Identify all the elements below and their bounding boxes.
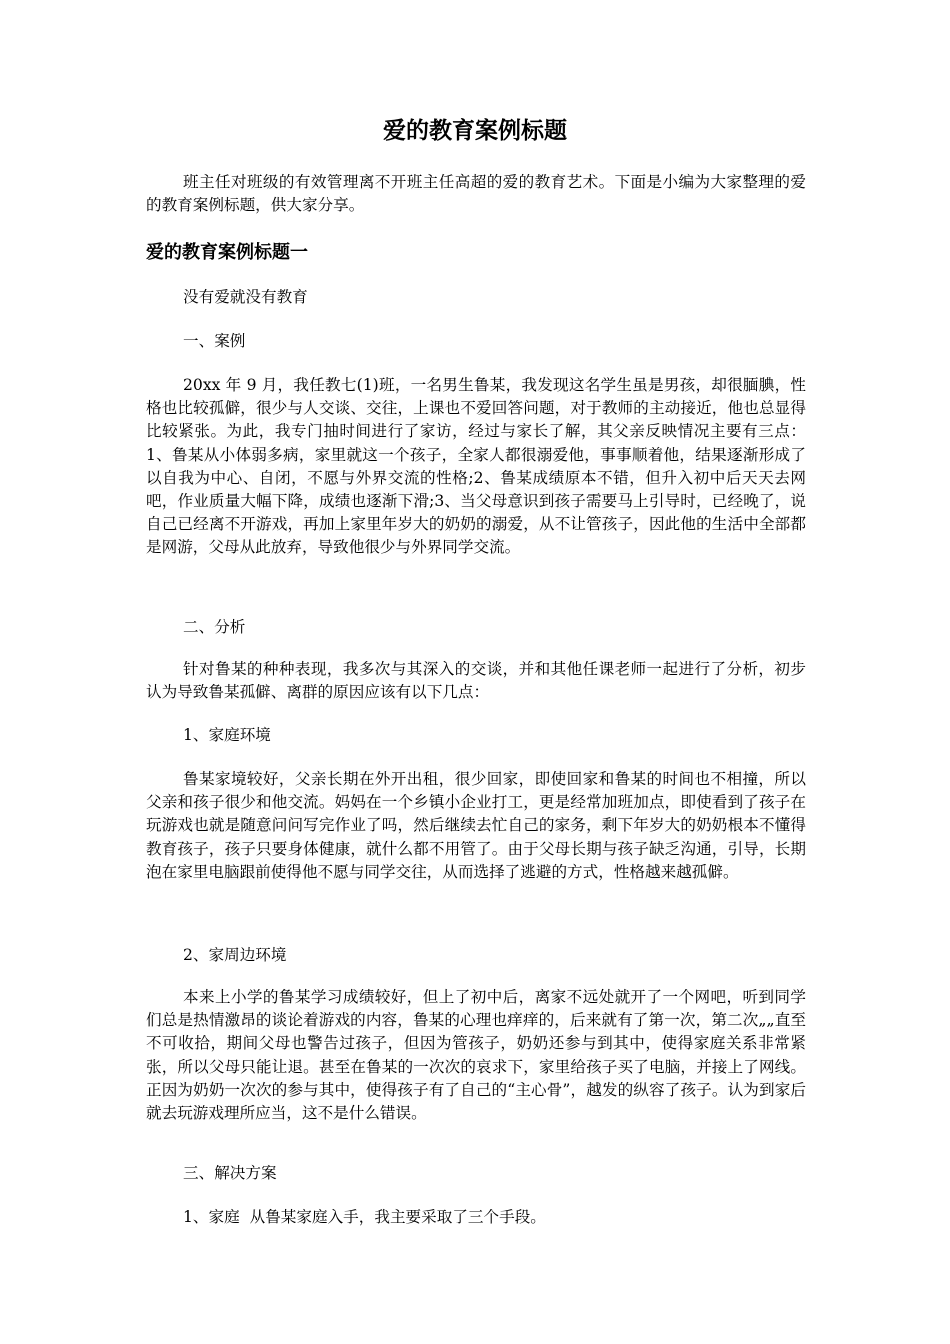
sub2-label: 2、家周边环境 <box>183 946 287 964</box>
sub2-paragraph: 本来上小学的鲁某学习成绩较好，但上了初中后，离家不远处就开了一个网吧，听到同学们总是热情激昂的谈论着游戏的内容，鲁某的心理也痒痒的，后来就有了第一次，第二次„„直至不可收拾，期间父母也警告过孩子，但因为管孩子，奶奶还参与到其中，使得家庭关系非常紧张，所以父母只能让退。甚至在鲁某的一次次的哀求下，家里给孩子买了电脑，并接上了网线。正因为奶奶一次次的参与其中，使得孩子有了自己的“主心骨”，越发的纵容了孩子。认为到家后就去玩游戏理所应当，这不是什么错误。 <box>146 988 806 1123</box>
subtitle: 没有爱就没有教育 <box>183 288 308 306</box>
sub1-paragraph: 鲁某家境较好，父亲长期在外开出租，很少回家，即使回家和鲁某的时间也不相撞，所以父亲和孩子很少和他交流。妈妈在一个乡镇小企业打工，更是经常加班加点，即使看到了孩子在玩游戏也就是随意问问写完作业了吗，然后继续去忙自己的家务，剩下年岁大的奶奶根本不懂得教育孩子，孩子只要身体健康，就什么都不用管了。由于父母长期与孩子缺乏沟通，引导，长期泡在家里电脑跟前使得他不愿与同学交往，从而选择了逃避的方式，性格越来越孤僻。 <box>146 770 806 881</box>
part1-paragraph: 20xx 年 9 月，我任教七(1)班，一名男生鲁某，我发现这名学生虽是男孩，却很腼腆，性格也比较孤僻，很少与人交谈、交往，上课也不爱回答问题，对于教师的主动接近，他也总显得比较紧张。为此，我专门抽时间进行了家访，经过与家长了解，其父亲反映情况主要有三点：1、鲁某从小体弱多病，家里就这一个孩子，全家人都很溺爱他，事事顺着他，结果逐渐形成了以自我为中心、自闭，不愿与外界交流的性格;2、鲁某成绩原本不错，但升入初中后天天去网吧，作业质量大幅下降，成绩也逐渐下滑;3、当父母意识到孩子需要马上引导时，已经晚了，说自己已经离不开游戏，再加上家里年岁大的奶奶的溺爱，从不让管孩子，因此他的生活中全部都是网游，父母从此放弃，导致他很少与外界同学交流。 <box>146 376 806 557</box>
part2-label: 二、分析 <box>183 618 246 636</box>
part1-label: 一、案例 <box>183 332 246 350</box>
part2-paragraph: 针对鲁某的种种表现，我多次与其深入的交谈，并和其他任课老师一起进行了分析，初步认为导致鲁某孤僻、离群的原因应该有以下几点： <box>146 660 806 702</box>
part3-item1: 1、家庭 从鲁某家庭入手，我主要采取了三个手段。 <box>183 1208 546 1226</box>
part3-label: 三、解决方案 <box>183 1164 277 1182</box>
document-title: 爱的教育案例标题 <box>383 118 567 144</box>
intro-paragraph: 班主任对班级的有效管理离不开班主任高超的爱的教育艺术。下面是小编为大家整理的爱的教育案例标题，供大家分享。 <box>146 173 806 215</box>
sub1-label: 1、家庭环境 <box>183 726 271 744</box>
section-heading: 爱的教育案例标题一 <box>146 242 308 263</box>
